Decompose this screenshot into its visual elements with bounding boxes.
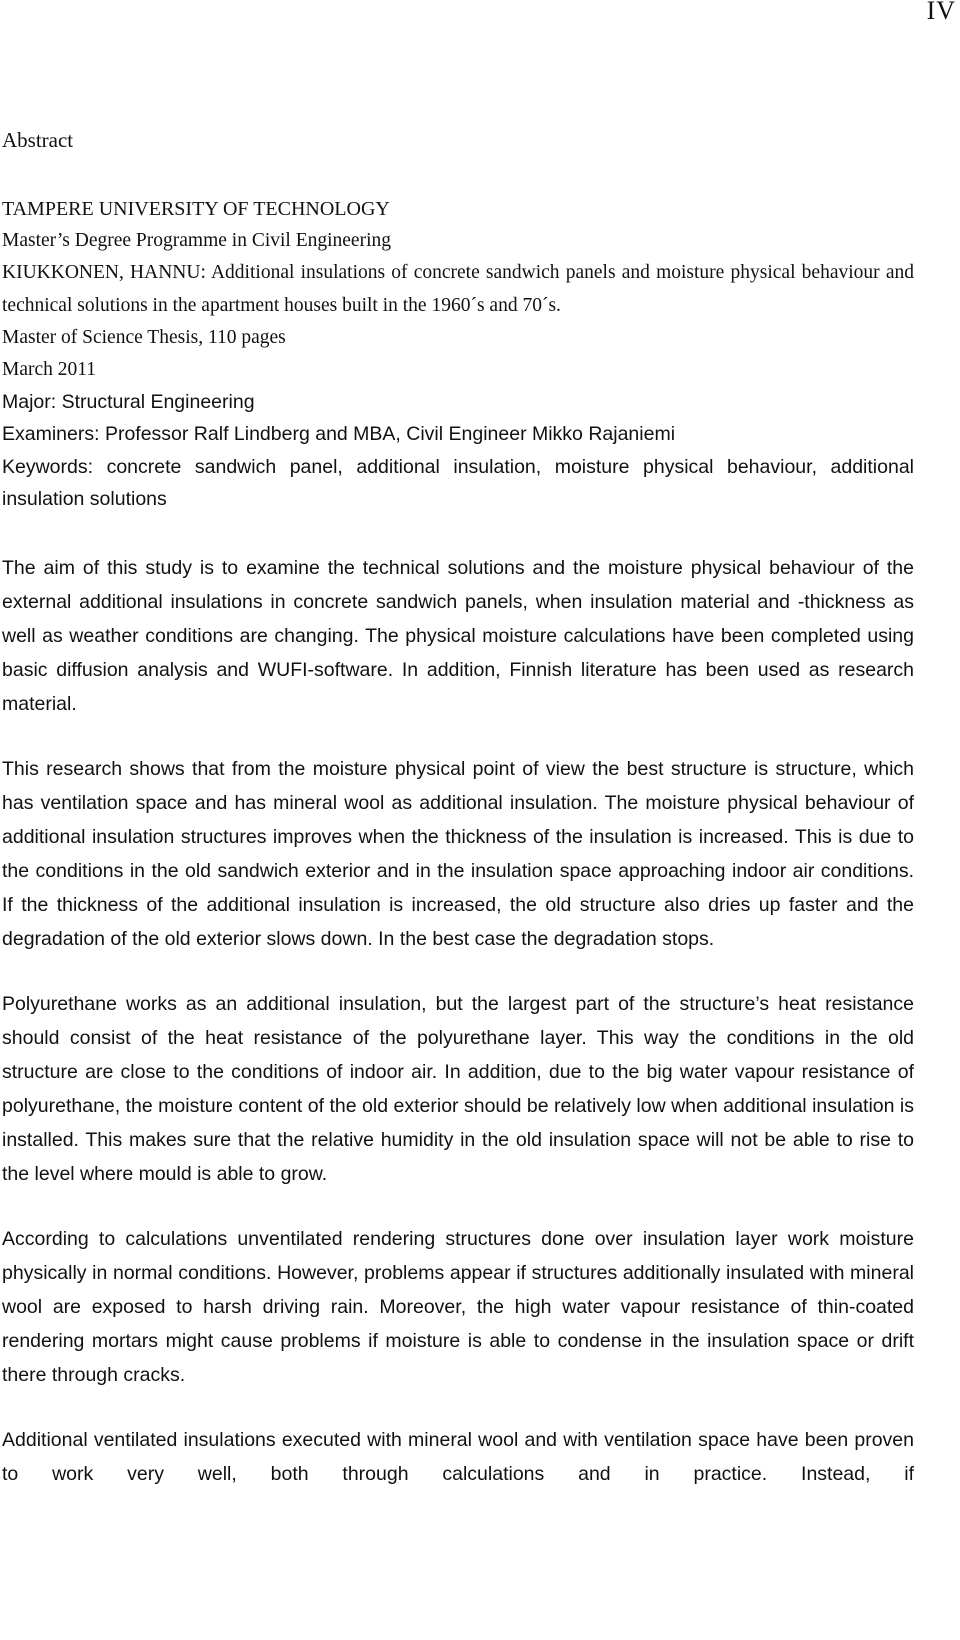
university-name: TAMPERE UNIVERSITY OF TECHNOLOGY [2, 198, 390, 220]
thesis-info: Master of Science Thesis, 110 pages [2, 326, 286, 348]
keywords: Keywords: concrete sandwich panel, additional insulation, moisture physical behaviour, additional insulation solutions [2, 455, 914, 510]
abstract-heading: Abstract [2, 128, 74, 152]
abstract-page [2, 124, 914, 1491]
abstract-body [2, 551, 914, 1491]
paragraph-aim: The aim of this study is to examine the technical solutions and the moisture physical behaviour of the external additional insulations in concrete sandwich panels, when insulation material and -thickness as well as weather conditions are changing. The physical moisture calculations have been completed using basic diffusion analysis and WUFI-software. In addition, Finnish literature has been used as research material. [2, 557, 914, 716]
degree-programme: Master’s Degree Programme in Civil Engineering [2, 230, 392, 252]
page-number: IV [926, 0, 956, 25]
thesis-date: March 2011 [2, 359, 97, 381]
paragraph-ventilated-insulations: Additional ventilated insulations executed with mineral wool and with ventilation space have been proven to work very well, both through calculations and in practice. Instead, if [2, 1429, 914, 1486]
paragraph-research-findings: This research shows that from the moisture physical point of view the best structure is structure, which has ventilation space and has mineral wool as additional insulation. The moisture physical behaviour of additional insulation structures improves when the thickness of the insulation is increased. This is due to the conditions in the old sandwich exterior and in the insulation space approaching indoor air conditions. If the thickness of the additional insulation is increased, the old structure also dries up faster and the degradation of the old exterior slows down. In the best case the degradation stops. [2, 758, 914, 951]
author-and-title: KIUKKONEN, HANNU: Additional insulations of concrete sandwich panels and moisture physical behaviour and technical solutions in the apartment houses built in the 1960´s and 70´s. [2, 262, 914, 316]
paragraph-polyurethane: Polyurethane works as an additional insulation, but the largest part of the structure’s heat resistance should consist of the heat resistance of the polyurethane layer. This way the conditions in the old structure are close to the conditions of indoor air. In addition, due to the big water vapour resistance of polyurethane, the moisture content of the old exterior should be relatively low when additional insulation is installed. This makes sure that the relative humidity in the old insulation space will not be able to rise to the level where mould is able to grow. [2, 993, 914, 1186]
major: Major: Structural Engineering [2, 391, 255, 414]
paragraph-rendering-structures: According to calculations unventilated rendering structures done over insulation layer work moisture physically in normal conditions. However, problems appear if structures additionally insulated with mineral wool are exposed to harsh driving rain. Moreover, the high water vapour resistance of thin-coated rendering mortars might cause problems if moisture is able to condense in the insulation space or drift there through cracks. [2, 1228, 914, 1387]
thesis-metadata [2, 193, 914, 515]
examiners: Examiners: Professor Ralf Lindberg and MBA, Civil Engineer Mikko Rajaniemi [2, 423, 676, 446]
